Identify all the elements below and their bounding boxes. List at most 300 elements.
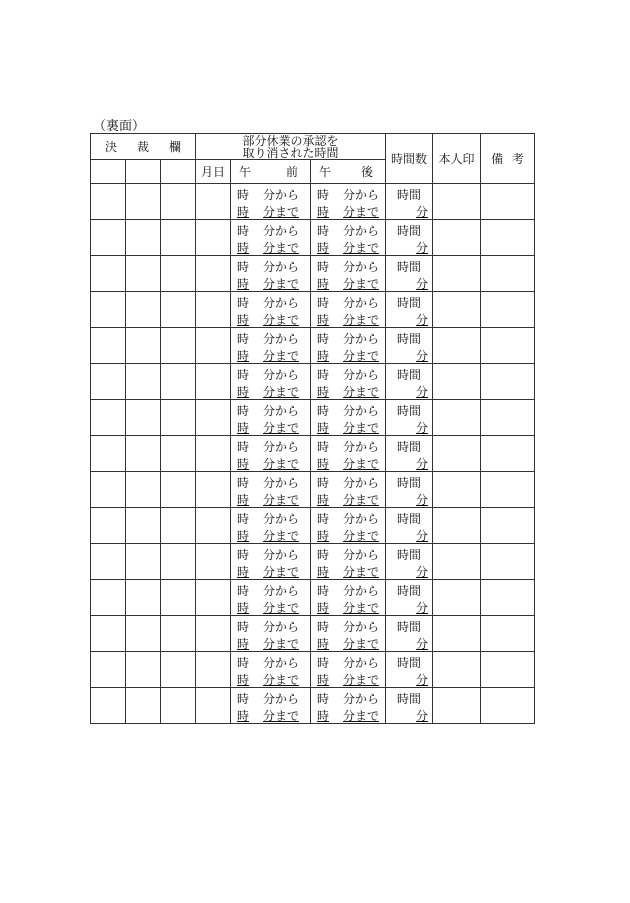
hour-label: 時 [317,457,330,471]
table-row [91,544,535,580]
table-row [91,364,535,400]
am-header [231,160,311,184]
remarks-cell[interactable] [481,220,535,256]
hour-label: 時 [237,421,250,435]
pm-time-cell[interactable] [311,688,386,724]
until-minutes-label: 分まで [263,349,300,363]
month-day-cell[interactable] [196,580,231,616]
remarks-cell[interactable] [481,328,535,364]
seal-cell[interactable] [433,328,481,364]
approver-stamp-cell[interactable] [126,652,161,688]
hour-label: 時 [237,296,250,310]
approver-stamp-cell[interactable] [161,220,196,256]
am-time-cell[interactable] [231,256,311,292]
cancelled-time-header-line2: 取り消された時間 [242,145,339,160]
approver-stamp-cell[interactable] [126,292,161,328]
cancelled-time-header [196,134,386,160]
approver-stamp-cell[interactable] [91,364,126,400]
hour-label: 時 [237,241,250,255]
month-day-cell[interactable] [196,292,231,328]
from-minutes-label: 分から [263,368,300,382]
am-time-cell[interactable] [231,472,311,508]
table-row [91,328,535,364]
hours-unit-label: 時間 [397,188,422,202]
from-minutes-label: 分から [263,296,300,310]
table-row [91,292,535,328]
remarks-cell[interactable] [481,400,535,436]
until-minutes-label: 分まで [263,565,300,579]
from-minutes-label: 分から [263,224,300,238]
hours-count-cell[interactable] [386,652,433,688]
approver-stamp-cell[interactable] [91,328,126,364]
hour-label: 時 [317,637,330,651]
approver-stamp-cell[interactable] [91,292,126,328]
hour-label: 時 [317,620,330,634]
until-minutes-label: 分まで [343,421,380,435]
hour-label: 時 [317,493,330,507]
hours-unit-label: 時間 [397,296,422,310]
hours-unit-label: 時間 [397,656,422,670]
hour-label: 時 [317,260,330,274]
am-time-cell[interactable] [231,616,311,652]
pm-time-cell[interactable] [311,544,386,580]
seal-cell[interactable] [433,184,481,220]
until-minutes-label: 分まで [263,709,300,723]
seal-cell[interactable] [433,256,481,292]
from-minutes-label: 分から [263,332,300,346]
minutes-unit-label: 分 [416,529,429,543]
hour-label: 時 [237,493,250,507]
hours-unit-label: 時間 [397,512,422,526]
from-minutes-label: 分から [263,512,300,526]
until-minutes-label: 分まで [343,457,380,471]
hour-label: 時 [317,476,330,490]
minutes-unit-label: 分 [416,709,429,723]
minutes-unit-label: 分 [416,565,429,579]
until-minutes-label: 分まで [263,601,300,615]
hour-label: 時 [317,296,330,310]
table-row [91,256,535,292]
hour-label: 時 [237,601,250,615]
hours-unit-label: 時間 [397,404,422,418]
approver-stamp-cell[interactable] [91,184,126,220]
hour-label: 時 [237,260,250,274]
approver-stamp-cell[interactable] [161,328,196,364]
hour-label: 時 [237,656,250,670]
page-label: （裏面） [93,119,146,134]
hour-label: 時 [237,313,250,327]
until-minutes-label: 分まで [263,493,300,507]
hours-unit-label: 時間 [397,692,422,706]
hour-label: 時 [317,332,330,346]
table-row [91,652,535,688]
am-time-cell[interactable] [231,292,311,328]
approver-stamp-cell[interactable] [126,184,161,220]
from-minutes-label: 分から [263,620,300,634]
month-day-cell[interactable] [196,220,231,256]
hour-label: 時 [237,548,250,562]
minutes-unit-label: 分 [416,421,429,435]
hour-label: 時 [237,349,250,363]
hour-label: 時 [237,673,250,687]
until-minutes-label: 分まで [263,457,300,471]
hours-unit-label: 時間 [397,584,422,598]
from-minutes-label: 分から [263,404,300,418]
until-minutes-label: 分まで [343,529,380,543]
hour-label: 時 [317,565,330,579]
approver-stamp-cell[interactable] [161,436,196,472]
remarks-cell[interactable] [481,508,535,544]
hour-label: 時 [317,548,330,562]
pm-time-cell[interactable] [311,508,386,544]
month-day-cell[interactable] [196,688,231,724]
from-minutes-label: 分から [343,332,380,346]
month-day-cell[interactable] [196,472,231,508]
approver-stamp-cell[interactable] [161,616,196,652]
approver-stamp-cell[interactable] [91,616,126,652]
until-minutes-label: 分まで [263,529,300,543]
seal-cell[interactable] [433,364,481,400]
from-minutes-label: 分から [343,260,380,274]
pm-header [311,160,386,184]
remarks-cell[interactable] [481,436,535,472]
approver-stamp-cell[interactable] [161,580,196,616]
approver-stamp-cell[interactable] [126,220,161,256]
hours-count-header: 時間数 [386,134,433,184]
until-minutes-label: 分まで [343,709,380,723]
until-minutes-label: 分まで [343,313,380,327]
month-day-cell[interactable] [196,616,231,652]
until-minutes-label: 分まで [343,673,380,687]
approver-stamp-cell[interactable] [91,580,126,616]
month-day-header: 月日 [196,160,231,184]
until-minutes-label: 分まで [343,241,380,255]
minutes-unit-label: 分 [416,457,429,471]
until-minutes-label: 分まで [343,493,380,507]
table-row [91,688,535,724]
from-minutes-label: 分から [343,404,380,418]
from-minutes-label: 分から [343,296,380,310]
minutes-unit-label: 分 [416,673,429,687]
pm-char: 後 [361,165,374,179]
hours-unit-label: 時間 [397,476,422,490]
am-time-cell[interactable] [231,508,311,544]
approver-stamp-cell[interactable] [91,652,126,688]
until-minutes-label: 分まで [343,601,380,615]
seal-cell[interactable] [433,220,481,256]
table-row [91,580,535,616]
approver-stamp-cell[interactable] [161,508,196,544]
month-day-cell[interactable] [196,544,231,580]
hours-count-cell[interactable] [386,328,433,364]
am-time-cell[interactable] [231,436,311,472]
table-row [91,436,535,472]
hour-label: 時 [317,656,330,670]
minutes-unit-label: 分 [416,349,429,363]
from-minutes-label: 分から [343,620,380,634]
hours-count-cell[interactable] [386,184,433,220]
am-char: 前 [286,165,299,179]
seal-cell[interactable] [433,292,481,328]
approver-stamp-cell[interactable] [126,256,161,292]
remarks-cell[interactable] [481,544,535,580]
remarks-cell[interactable] [481,580,535,616]
kessai-char: 欄 [169,140,182,154]
from-minutes-label: 分から [343,584,380,598]
pm-char: 午 [319,165,332,179]
remarks-char: 考 [512,152,525,166]
hours-unit-label: 時間 [397,548,422,562]
until-minutes-label: 分まで [263,205,300,219]
hour-label: 時 [237,512,250,526]
until-minutes-label: 分まで [343,277,380,291]
hour-label: 時 [237,205,250,219]
approver-stamp-cell[interactable] [161,544,196,580]
seal-cell[interactable] [433,544,481,580]
kessai-char: 決 [105,140,118,154]
seal-cell[interactable] [433,580,481,616]
approver-stamp-cell[interactable] [126,508,161,544]
hours-count-cell[interactable] [386,220,433,256]
from-minutes-label: 分から [343,512,380,526]
hours-count-cell[interactable] [386,688,433,724]
approver-stamp-cell[interactable] [126,688,161,724]
pm-time-cell[interactable] [311,400,386,436]
pm-time-cell[interactable] [311,292,386,328]
approver-stamp-cell[interactable] [91,436,126,472]
pm-time-cell[interactable] [311,580,386,616]
hour-label: 時 [317,205,330,219]
from-minutes-label: 分から [343,188,380,202]
pm-time-cell[interactable] [311,256,386,292]
from-minutes-label: 分から [263,548,300,562]
approver-stamp-cell[interactable] [161,184,196,220]
seal-cell[interactable] [433,472,481,508]
seal-cell[interactable] [433,688,481,724]
remarks-cell[interactable] [481,256,535,292]
approver-stamp-cell[interactable] [91,544,126,580]
month-day-cell[interactable] [196,364,231,400]
approver-stamp-cell[interactable] [91,400,126,436]
minutes-unit-label: 分 [416,637,429,651]
until-minutes-label: 分まで [263,241,300,255]
minutes-unit-label: 分 [416,277,429,291]
hour-label: 時 [237,565,250,579]
approver-slot[interactable] [126,160,161,184]
from-minutes-label: 分から [343,692,380,706]
remarks-cell[interactable] [481,472,535,508]
approver-stamp-cell[interactable] [91,688,126,724]
pm-time-cell[interactable] [311,184,386,220]
until-minutes-label: 分まで [263,637,300,651]
from-minutes-label: 分から [343,476,380,490]
approver-slot[interactable] [91,160,126,184]
from-minutes-label: 分から [263,692,300,706]
from-minutes-label: 分から [263,188,300,202]
month-day-cell[interactable] [196,400,231,436]
seal-cell[interactable] [433,652,481,688]
hours-unit-label: 時間 [397,440,422,454]
hours-count-cell[interactable] [386,256,433,292]
until-minutes-label: 分まで [343,205,380,219]
approver-stamp-cell[interactable] [161,652,196,688]
hours-unit-label: 時間 [397,224,422,238]
table-row [91,508,535,544]
am-char: 午 [239,165,252,179]
month-day-cell[interactable] [196,184,231,220]
hour-label: 時 [237,584,250,598]
pm-time-cell[interactable] [311,472,386,508]
hours-count-cell[interactable] [386,508,433,544]
hour-label: 時 [317,440,330,454]
approver-stamp-cell[interactable] [126,364,161,400]
hour-label: 時 [237,476,250,490]
am-time-cell[interactable] [231,580,311,616]
seal-cell[interactable] [433,436,481,472]
hour-label: 時 [237,457,250,471]
hour-label: 時 [237,188,250,202]
approver-stamp-cell[interactable] [91,220,126,256]
from-minutes-label: 分から [343,548,380,562]
minutes-unit-label: 分 [416,313,429,327]
am-time-cell[interactable] [231,184,311,220]
hour-label: 時 [317,368,330,382]
am-time-cell[interactable] [231,652,311,688]
hours-unit-label: 時間 [397,620,422,634]
seal-header: 本人印 [433,134,481,184]
table-row [91,616,535,652]
seal-cell[interactable] [433,508,481,544]
pm-time-cell[interactable] [311,364,386,400]
approver-stamp-cell[interactable] [161,364,196,400]
approval-column-header [91,134,196,160]
hour-label: 時 [237,368,250,382]
hours-count-cell[interactable] [386,400,433,436]
hour-label: 時 [237,440,250,454]
hour-label: 時 [237,404,250,418]
remarks-cell[interactable] [481,652,535,688]
table-row [91,184,535,220]
hour-label: 時 [317,709,330,723]
month-day-cell[interactable] [196,436,231,472]
approver-stamp-cell[interactable] [126,400,161,436]
am-time-cell[interactable] [231,544,311,580]
until-minutes-label: 分まで [343,637,380,651]
from-minutes-label: 分から [263,584,300,598]
from-minutes-label: 分から [263,476,300,490]
hour-label: 時 [317,692,330,706]
hours-count-cell[interactable] [386,436,433,472]
am-time-cell[interactable] [231,220,311,256]
hour-label: 時 [317,673,330,687]
am-time-cell[interactable] [231,400,311,436]
hour-label: 時 [317,421,330,435]
minutes-unit-label: 分 [416,241,429,255]
pm-time-cell[interactable] [311,220,386,256]
hours-count-cell[interactable] [386,544,433,580]
pm-time-cell[interactable] [311,328,386,364]
month-day-cell[interactable] [196,256,231,292]
am-time-cell[interactable] [231,328,311,364]
from-minutes-label: 分から [343,656,380,670]
kessai-char: 裁 [137,140,150,154]
remarks-cell[interactable] [481,364,535,400]
partial-leave-cancellation-table [90,133,535,724]
approver-stamp-cell[interactable] [126,544,161,580]
approver-stamp-cell[interactable] [161,292,196,328]
month-day-cell[interactable] [196,508,231,544]
pm-time-cell[interactable] [311,436,386,472]
from-minutes-label: 分から [263,260,300,274]
from-minutes-label: 分から [263,656,300,670]
hour-label: 時 [317,512,330,526]
approver-slot[interactable] [161,160,196,184]
hour-label: 時 [317,224,330,238]
approver-stamp-cell[interactable] [91,508,126,544]
approver-stamp-cell[interactable] [126,580,161,616]
remarks-cell[interactable] [481,184,535,220]
hour-label: 時 [317,385,330,399]
from-minutes-label: 分から [263,440,300,454]
hours-count-cell[interactable] [386,292,433,328]
approver-stamp-cell[interactable] [161,688,196,724]
remarks-cell[interactable] [481,616,535,652]
hour-label: 時 [317,188,330,202]
remarks-cell[interactable] [481,292,535,328]
hours-unit-label: 時間 [397,260,422,274]
hours-count-cell[interactable] [386,364,433,400]
seal-cell[interactable] [433,616,481,652]
hour-label: 時 [237,277,250,291]
hours-count-cell[interactable] [386,616,433,652]
am-time-cell[interactable] [231,688,311,724]
approver-stamp-cell[interactable] [126,436,161,472]
table-row [91,220,535,256]
approver-stamp-cell[interactable] [91,472,126,508]
until-minutes-label: 分まで [263,385,300,399]
hours-count-cell[interactable] [386,580,433,616]
hour-label: 時 [237,692,250,706]
am-time-cell[interactable] [231,364,311,400]
from-minutes-label: 分から [343,224,380,238]
approver-stamp-cell[interactable] [91,256,126,292]
approver-stamp-cell[interactable] [126,472,161,508]
pm-time-cell[interactable] [311,616,386,652]
until-minutes-label: 分まで [263,313,300,327]
hour-label: 時 [317,349,330,363]
hours-count-cell[interactable] [386,472,433,508]
hour-label: 時 [317,529,330,543]
until-minutes-label: 分まで [263,277,300,291]
approver-stamp-cell[interactable] [161,400,196,436]
approver-stamp-cell[interactable] [126,616,161,652]
table-row [91,472,535,508]
remarks-cell[interactable] [481,688,535,724]
until-minutes-label: 分まで [343,565,380,579]
approver-stamp-cell[interactable] [126,328,161,364]
hour-label: 時 [317,313,330,327]
month-day-cell[interactable] [196,652,231,688]
approver-stamp-cell[interactable] [161,472,196,508]
approver-stamp-cell[interactable] [161,256,196,292]
pm-time-cell[interactable] [311,652,386,688]
until-minutes-label: 分まで [263,421,300,435]
hour-label: 時 [317,241,330,255]
seal-cell[interactable] [433,400,481,436]
hours-unit-label: 時間 [397,332,422,346]
month-day-cell[interactable] [196,328,231,364]
hour-label: 時 [237,620,250,634]
